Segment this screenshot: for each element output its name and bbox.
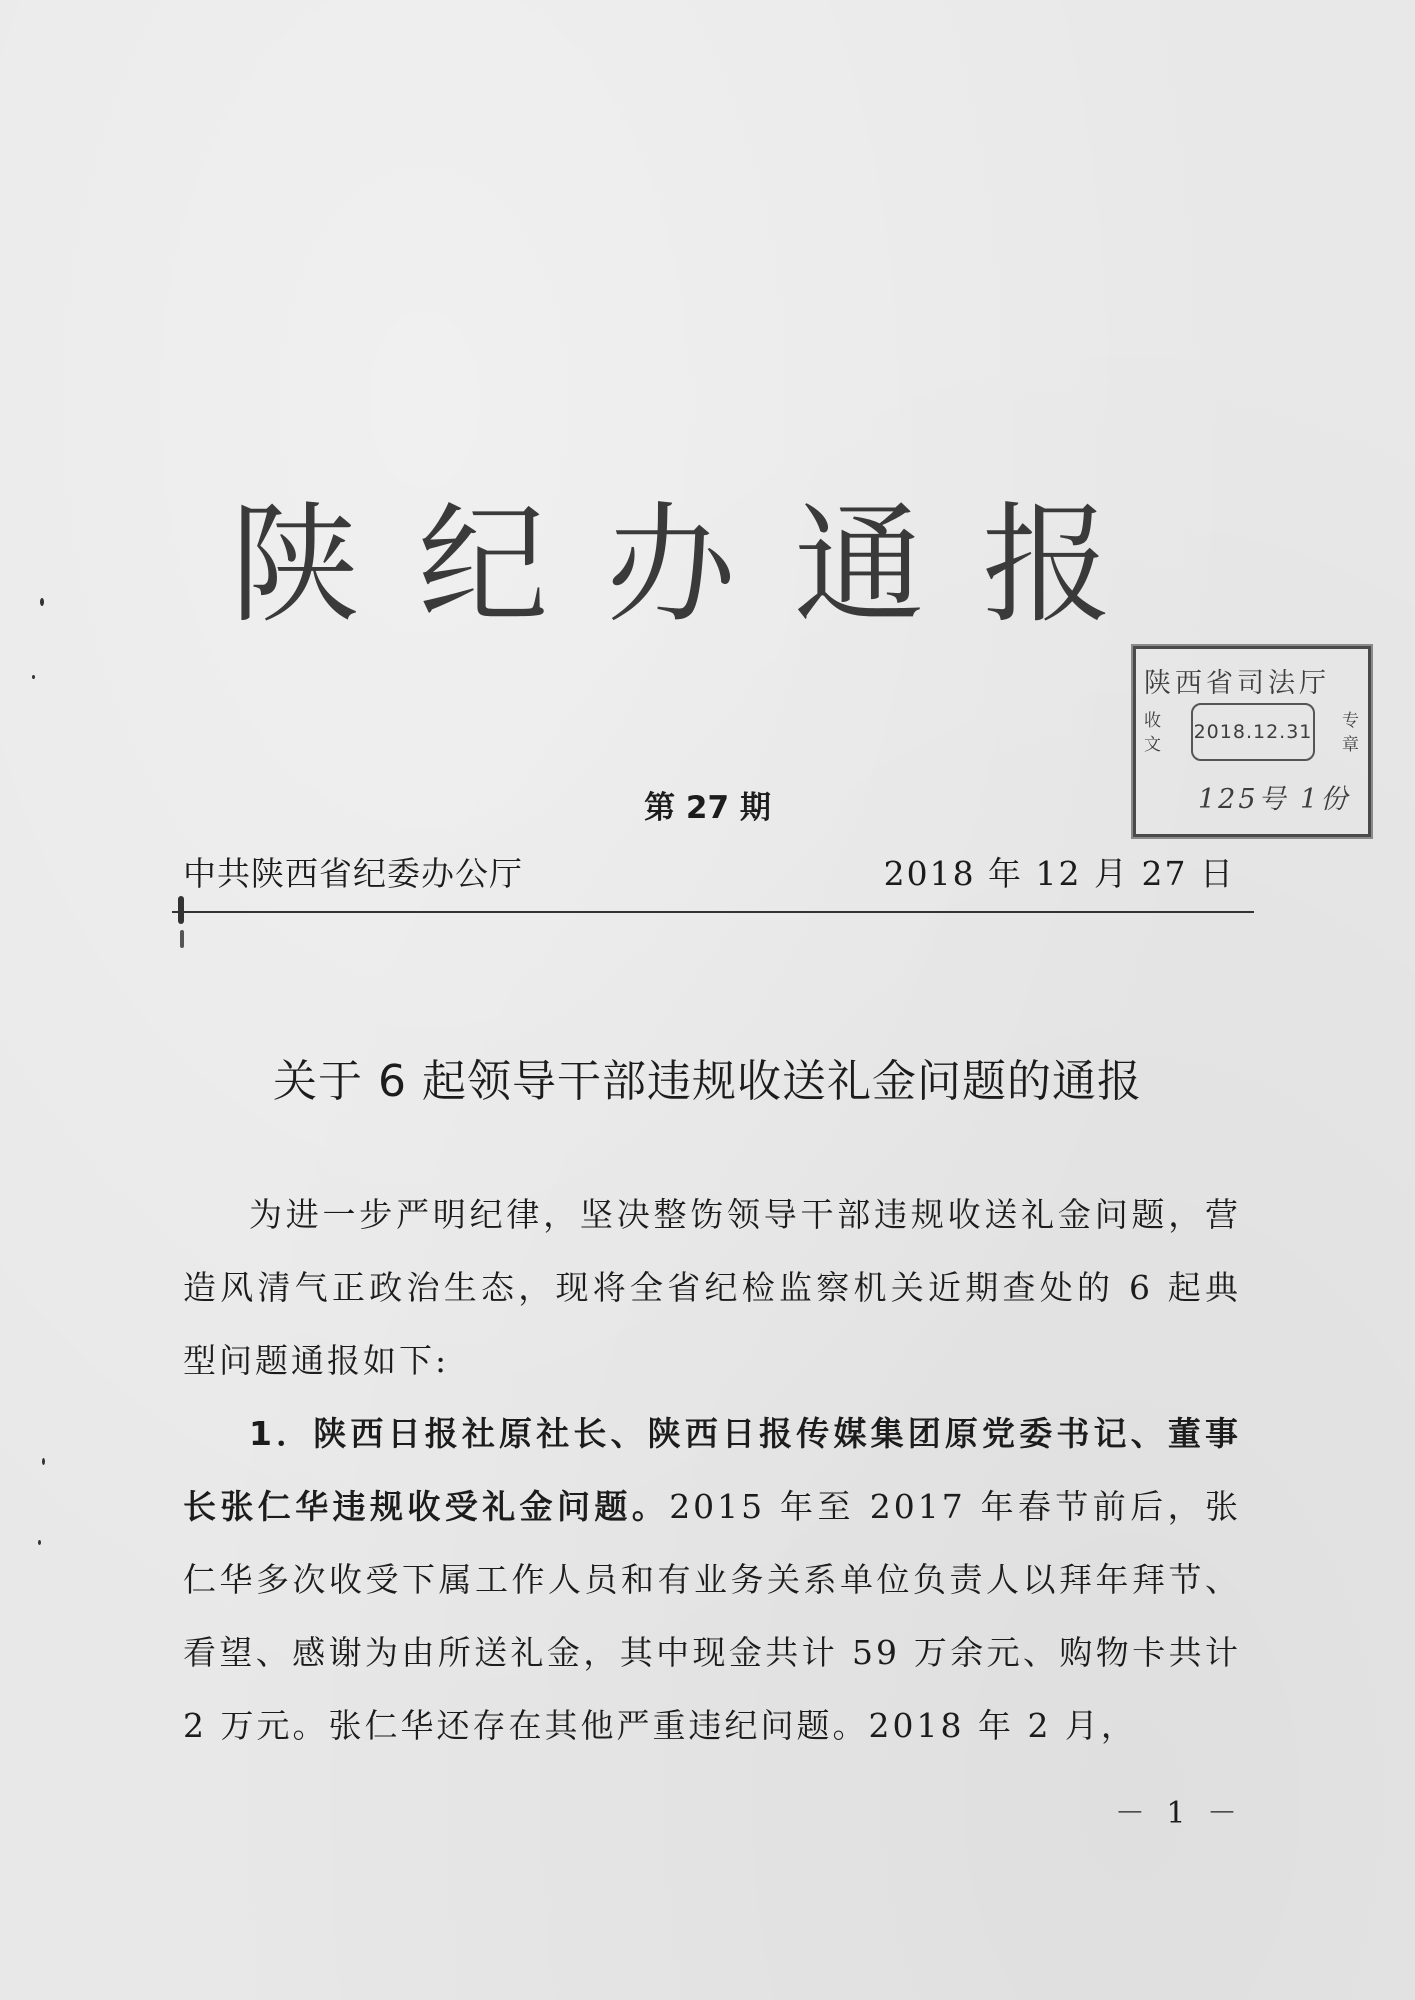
scan-speck bbox=[42, 1458, 45, 1465]
stamp-title: 陕西省司法厅 bbox=[1144, 668, 1330, 699]
masthead-title: 陕纪办通报 bbox=[230, 489, 1171, 641]
issuing-office: 中共陕西省纪委办公厅 bbox=[183, 854, 523, 893]
scan-speck bbox=[178, 896, 184, 924]
intro-paragraph: 为进一步严明纪律，坚决整饬领导干部违规收送礼金问题，营造风清气正政治生态，现将全省纪检监察机关近期查处的 6 起典型问题通报如下: bbox=[183, 1195, 1241, 1380]
case-1-heading: 1．陕西日报社原社长、陕西日报传媒集团原党委书记、董事长张仁华违规收受礼金问题。 bbox=[183, 1414, 1241, 1526]
scan-speck bbox=[38, 1540, 41, 1545]
stamp-handwriting: 125号 1份 bbox=[1198, 784, 1351, 815]
stamp-right-text: 专章 bbox=[1342, 711, 1359, 755]
scan-speck bbox=[32, 675, 35, 679]
issue-date: 2018 年 12 月 27 日 bbox=[883, 854, 1235, 893]
scan-speck bbox=[180, 930, 184, 948]
header-divider bbox=[172, 911, 1254, 913]
case-1-paragraph bbox=[183, 1397, 1241, 1762]
page-number: － 1 － bbox=[1114, 1796, 1243, 1831]
stamp-date: 2018.12.31 bbox=[1191, 703, 1315, 761]
issue-number: 第 27 期 bbox=[644, 790, 771, 826]
document-title: 关于 6 起领导干部违规收送礼金问题的通报 bbox=[273, 1056, 1142, 1107]
case-1-text: 2015 年至 2017 年春节前后，张仁华多次收受下属工作人员和有业务关系单位负责人以拜年拜节、看望、感谢为由所送礼金，其中现金共计 59 万余元、购物卡共计 2 万元。张仁华还存在其他严重违纪问题。2018 年 2 月， bbox=[183, 1487, 1242, 1745]
stamp-left-text: 收文 bbox=[1144, 711, 1161, 755]
scan-speck bbox=[40, 598, 44, 606]
document-body bbox=[183, 1178, 1241, 1762]
